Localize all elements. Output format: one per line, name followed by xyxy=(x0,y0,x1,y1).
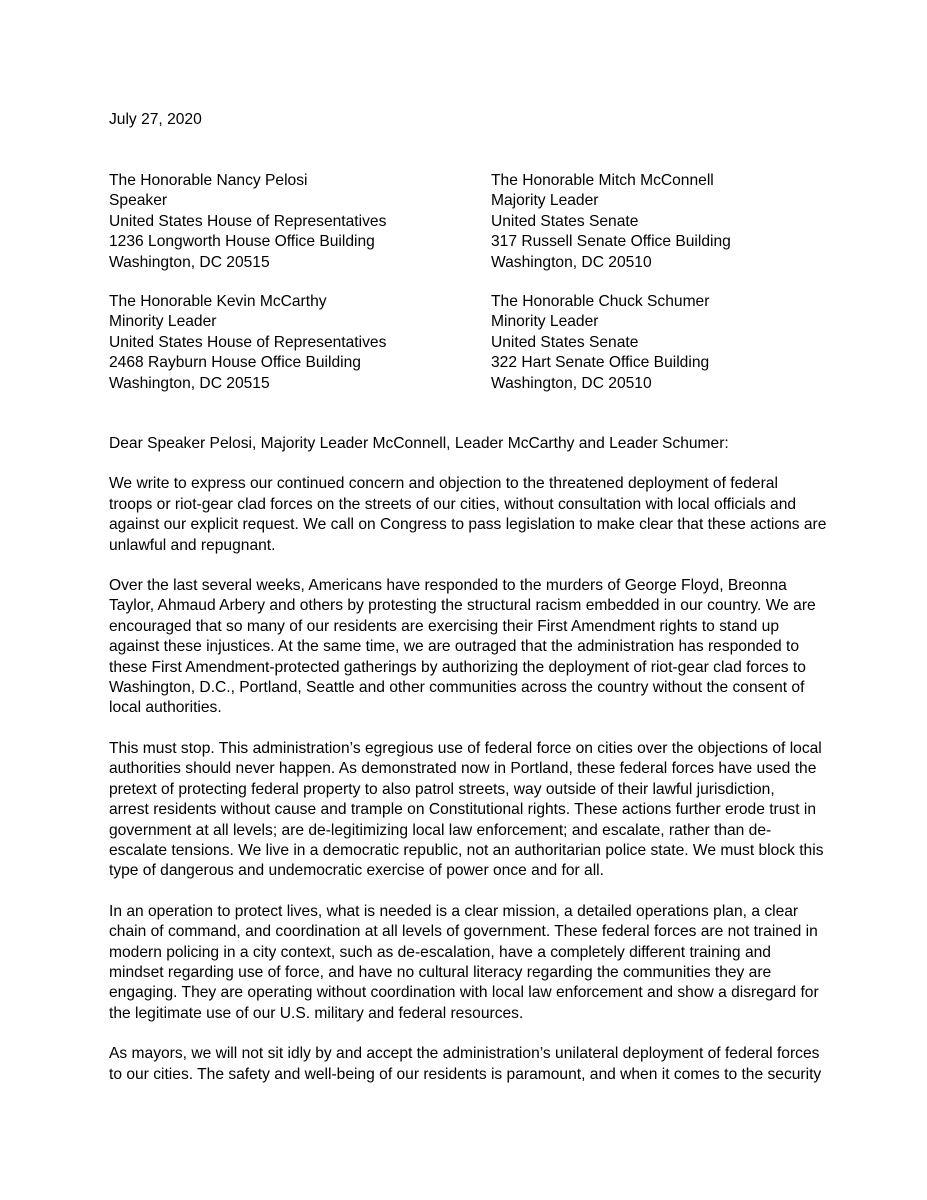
text-line: the legitimate use of our U.S. military and federal resources. xyxy=(109,1004,524,1022)
text-line: modern policing in a city context, such as de-escalation, have a completely different training and xyxy=(109,943,771,961)
recipient-city: Washington, DC 20510 xyxy=(491,374,652,392)
recipient-body: United States Senate xyxy=(491,212,639,230)
text-line: As mayors, we will not sit idly by and accept the administration’s unilateral deployment of federal forces xyxy=(109,1045,820,1063)
recipient-body: United States Senate xyxy=(491,333,639,351)
recipient-body: United States House of Representatives xyxy=(109,212,387,230)
recipient-block-pelosi xyxy=(109,171,386,273)
recipient-name: The Honorable Mitch McConnell xyxy=(491,172,714,189)
recipient-city: Washington, DC 20515 xyxy=(109,374,270,392)
letter-body xyxy=(109,434,829,1105)
text-line: type of dangerous and undemocratic exercise of power once and for all. xyxy=(109,862,604,880)
text-line: Washington, D.C., Portland, Seattle and other communities across the country without the consent of xyxy=(109,679,805,697)
recipient-name: The Honorable Kevin McCarthy xyxy=(109,293,327,310)
text-line: government at all levels; are de-legitimizing local law enforcement; and escalate, rather than de- xyxy=(109,821,772,839)
recipient-block-schumer xyxy=(491,292,709,394)
text-line: This must stop. This administration’s egregious use of federal force on cities over the objections of local xyxy=(109,739,822,757)
text-line: Over the last several weeks, Americans have responded to the murders of George Floyd, Breonna xyxy=(109,577,787,595)
recipient-block-mcconnell xyxy=(491,171,731,273)
paragraph-2 xyxy=(109,576,829,719)
recipient-title: Speaker xyxy=(109,192,168,210)
recipient-block-mccarthy xyxy=(109,292,386,394)
recipient-body: United States House of Representatives xyxy=(109,333,387,351)
text-line: In an operation to protect lives, what is needed is a clear mission, a detailed operations plan, a clear xyxy=(109,902,799,920)
recipient-office: 2468 Rayburn House Office Building xyxy=(109,354,361,372)
text-line: We write to express our continued concern and objection to the threatened deployment of federal xyxy=(109,475,778,493)
text-line: local authorities. xyxy=(109,699,222,717)
recipient-office: 1236 Longworth House Office Building xyxy=(109,233,375,251)
text-line: Taylor, Ahmaud Arbery and others by protesting the structural racism embedded in our country. We are xyxy=(109,597,816,615)
recipient-title: Majority Leader xyxy=(491,192,599,210)
text-line: against our explicit request. We call on Congress to pass legislation to make clear that these actions are xyxy=(109,516,827,534)
recipient-city: Washington, DC 20515 xyxy=(109,253,270,271)
text-line: encouraged that so many of our residents are exercising their First Amendment rights to stand up xyxy=(109,617,780,635)
paragraph-1 xyxy=(109,474,829,556)
recipient-title: Minority Leader xyxy=(491,313,599,331)
text-line: to our cities. The safety and well-being of our residents is paramount, and when it comes to the security xyxy=(109,1065,822,1083)
recipient-title: Minority Leader xyxy=(109,313,217,331)
text-line: authorities should never happen. As demonstrated now in Portland, these federal forces have used the xyxy=(109,760,817,778)
paragraph-3 xyxy=(109,739,829,882)
salutation: Dear Speaker Pelosi, Majority Leader McConnell, Leader McCarthy and Leader Schumer: xyxy=(109,435,729,452)
recipient-city: Washington, DC 20510 xyxy=(491,253,652,271)
text-line: unlawful and repugnant. xyxy=(109,536,276,554)
text-line: engaging. They are operating without coordination with local law enforcement and show a disregard for xyxy=(109,984,819,1002)
recipient-office: 322 Hart Senate Office Building xyxy=(491,354,710,372)
letter-date: July 27, 2020 xyxy=(109,111,202,128)
text-line: pretext of protecting federal property to also patrol streets, way outside of their lawful jurisdiction, xyxy=(109,780,775,798)
text-line: against these injustices. At the same time, we are outraged that the administration has responded to xyxy=(109,638,799,656)
text-line: these First Amendment-protected gatherings by authorizing the deployment of riot-gear clad forces to xyxy=(109,658,806,676)
text-line: chain of command, and coordination at all levels of government. These federal forces are not trained in xyxy=(109,923,818,941)
paragraph-5 xyxy=(109,1044,829,1085)
recipient-name: The Honorable Chuck Schumer xyxy=(491,293,710,310)
text-line: escalate tensions. We live in a democratic republic, not an authoritarian police state. We must block this xyxy=(109,841,824,859)
recipient-office: 317 Russell Senate Office Building xyxy=(491,233,731,251)
paragraph-4 xyxy=(109,902,829,1024)
text-line: troops or riot-gear clad forces on the streets of our cities, without consultation with local officials and xyxy=(109,495,797,513)
text-line: arrest residents without cause and trample on Constitutional rights. These actions further erode trust in xyxy=(109,801,816,819)
recipient-name: The Honorable Nancy Pelosi xyxy=(109,172,308,189)
text-line: mindset regarding use of force, and have no cultural literacy regarding the communities they are xyxy=(109,963,772,981)
